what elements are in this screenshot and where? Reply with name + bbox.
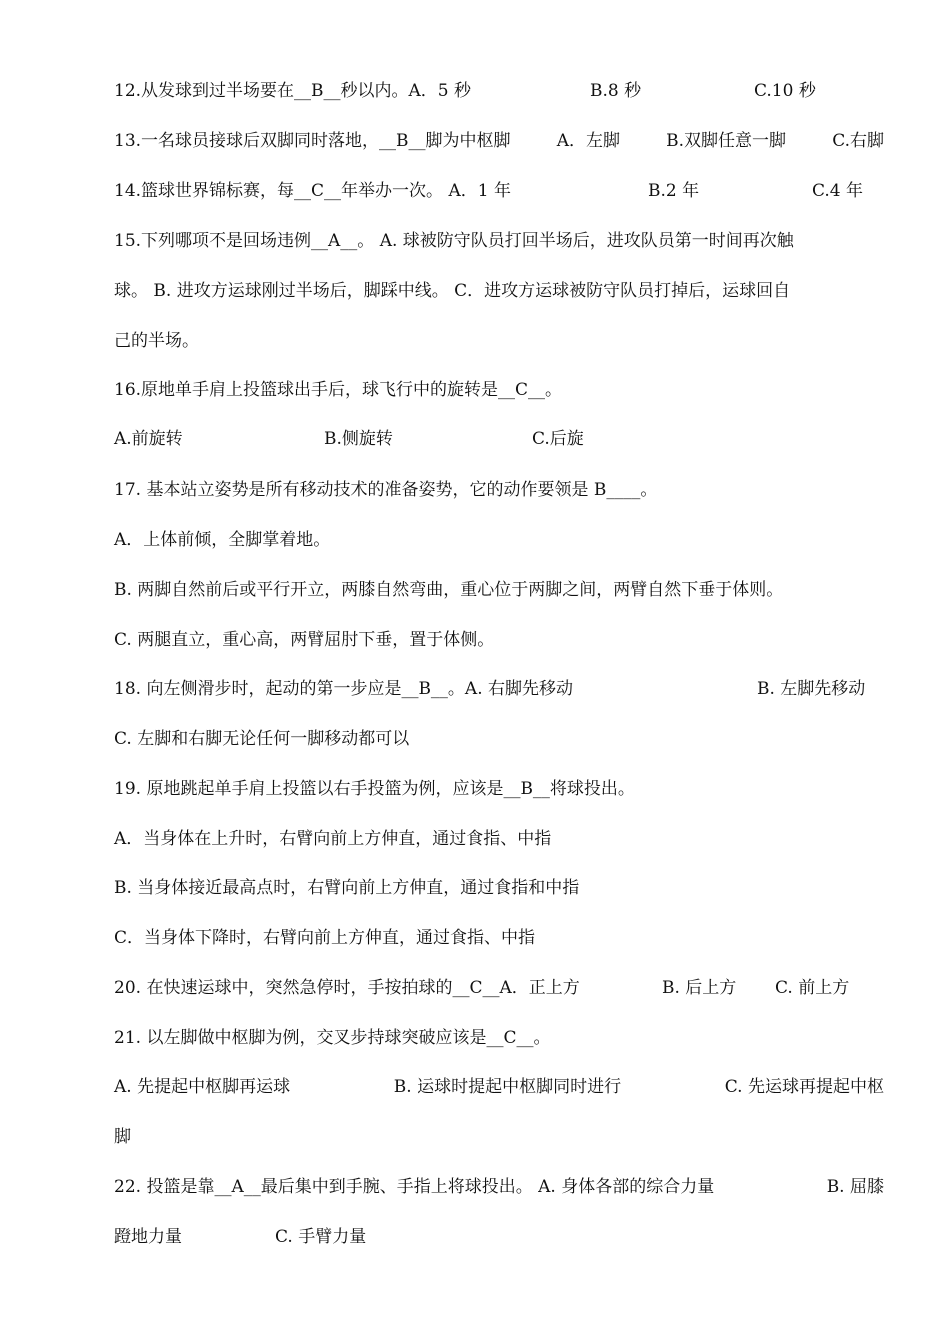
question-21-options	[114, 1072, 884, 1102]
question-15-line-2: 球。 B. 进攻方运球刚过半场后，脚踩中线。 C．进攻方运球被防守队员打掉后，运球回自	[114, 281, 791, 301]
q19-option-b: B. 当身体接近最高点时，右臂向前上方伸直，通过食指和中指	[114, 878, 580, 898]
question-17: 17. 基本站立姿势是所有移动技术的准备姿势，它的动作要领是 B____。	[114, 480, 658, 500]
q19-option-a: A．当身体在上升时，右臂向前上方伸直，通过食指、中指	[114, 829, 552, 849]
q13-option-c: C.右脚	[832, 131, 884, 151]
q16-option-a: A.前旋转	[114, 429, 183, 449]
q22-stem: 22. 投篮是靠__A__最后集中到手腕、手指上将球投出。 A. 身体各部的综合力量	[114, 1177, 715, 1197]
question-15-line-3: 己的半场。	[114, 331, 199, 351]
q13-stem: 13.一名球员接球后双脚同时落地，__B__脚为中枢脚	[114, 131, 511, 151]
q14-stem: 14.篮球世界锦标赛，每__C__年举办一次。 A．1 年	[114, 181, 511, 201]
q12-option-b: B.8 秒	[590, 81, 642, 101]
q14-option-c: C.4 年	[812, 181, 864, 201]
q20-option-c: C. 前上方	[775, 978, 850, 998]
question-14	[114, 176, 884, 206]
q17-option-c: C. 两腿直立，重心高，两臂屈肘下垂，置于体侧。	[114, 630, 495, 650]
question-21: 21. 以左脚做中枢脚为例，交叉步持球突破应该是__C__。	[114, 1028, 551, 1048]
q22-option-b: B. 屈膝	[826, 1177, 884, 1197]
q18-option-c: C. 左脚和右脚无论任何一脚移动都可以	[114, 729, 410, 749]
q16-option-c: C.后旋	[532, 429, 584, 449]
q21-option-b: B. 运球时提起中枢脚同时进行	[393, 1077, 622, 1097]
q18-stem: 18. 向左侧滑步时，起动的第一步应是__B__。A. 右脚先移动	[114, 679, 574, 699]
q19-option-c: C．当身体下降时，右臂向前上方伸直，通过食指、中指	[114, 928, 536, 948]
q21-option-a: A. 先提起中枢脚再运球	[114, 1077, 291, 1097]
q21-option-c: C. 先运球再提起中枢	[724, 1077, 884, 1097]
question-18	[114, 674, 884, 704]
q20-option-b: B. 后上方	[662, 978, 737, 998]
question-22-line-2	[114, 1222, 884, 1252]
q20-stem: 20. 在快速运球中，突然急停时，手按拍球的__C__A．正上方	[114, 978, 580, 998]
q21-option-c-cont: 脚	[114, 1127, 131, 1147]
q16-option-b: B.侧旋转	[324, 429, 393, 449]
q17-option-b: B. 两脚自然前后或平行开立，两膝自然弯曲，重心位于两脚之间，两臂自然下垂于体则。	[114, 580, 784, 600]
q12-option-c: C.10 秒	[754, 81, 816, 101]
question-19: 19. 原地跳起单手肩上投篮以右手投篮为例，应该是__B__将球投出。	[114, 779, 635, 799]
q13-option-a: A．左脚	[556, 131, 620, 151]
question-20	[114, 973, 884, 1003]
q22-option-b-cont: 蹬地力量	[114, 1227, 182, 1247]
question-16: 16.原地单手肩上投篮球出手后，球飞行中的旋转是__C__。	[114, 380, 563, 400]
q18-option-b: B. 左脚先移动	[757, 679, 866, 699]
q14-option-b: B.2 年	[648, 181, 700, 201]
q22-option-c: C. 手臂力量	[275, 1227, 367, 1247]
q12-stem: 12.从发球到过半场要在__B__秒以内。A．5 秒	[114, 81, 472, 101]
question-15-line-1: 15.下列哪项不是回场违例__A__。 A. 球被防守队员打回半场后，进攻队员第一时间再次触	[114, 231, 794, 251]
question-16-options	[114, 424, 884, 454]
q13-option-b: B.双脚任意一脚	[666, 131, 787, 151]
question-12	[114, 76, 884, 106]
question-13	[114, 126, 884, 156]
question-22	[114, 1172, 884, 1202]
q17-option-a: A．上体前倾，全脚掌着地。	[114, 530, 331, 550]
